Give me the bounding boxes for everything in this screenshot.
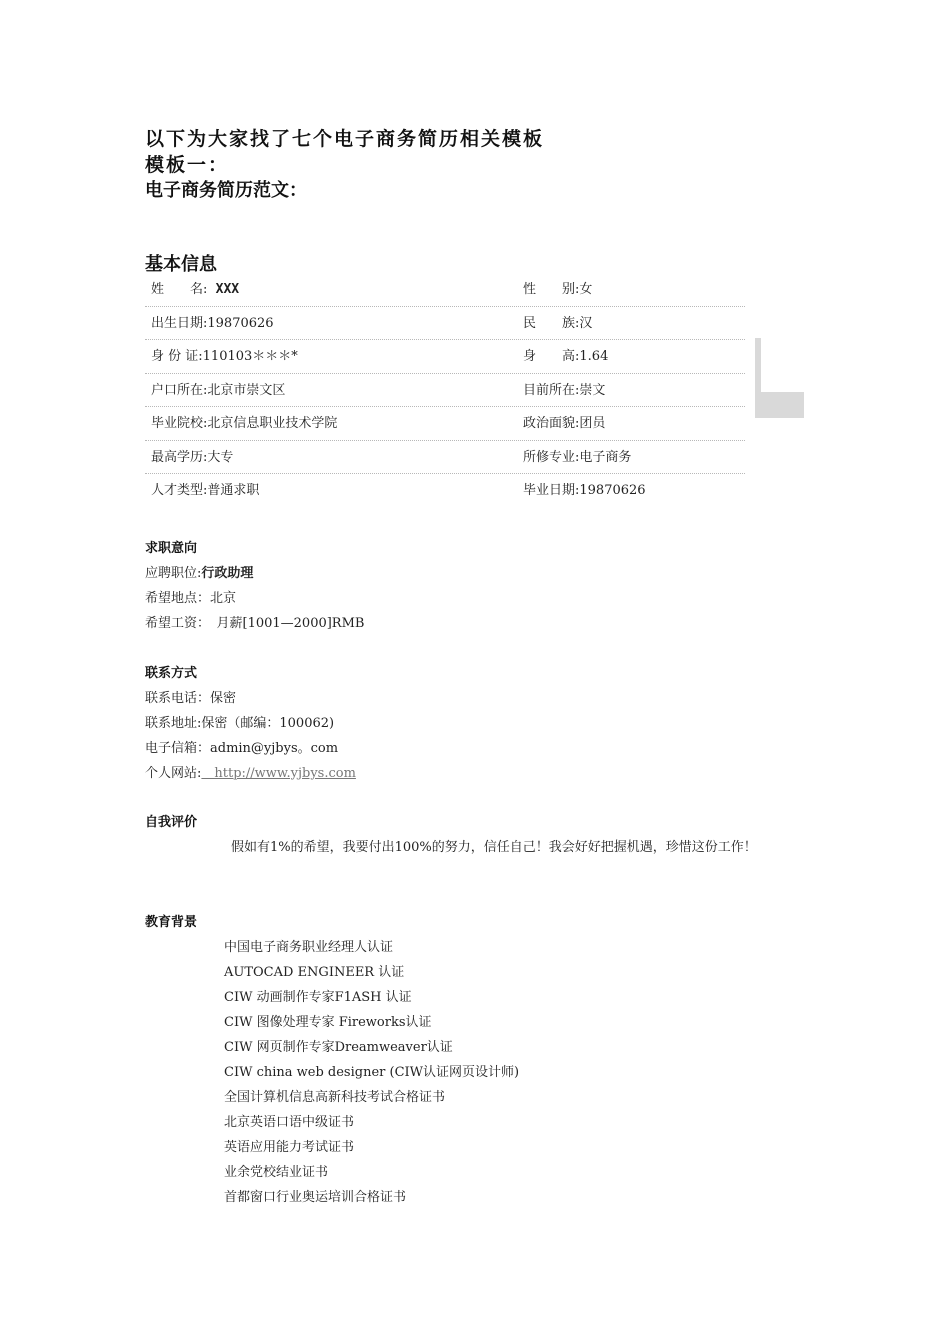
graduation-date-label: 毕业日期:	[523, 483, 580, 498]
sample-heading: 电子商务简历范文：	[145, 180, 307, 201]
current-location-label: 目前所在:	[523, 382, 580, 398]
website-link[interactable]: http://www.yjbys.com	[201, 766, 356, 781]
education-item: CIW 网页制作专家Dreamweaver认证	[224, 1040, 453, 1055]
info-row	[145, 441, 745, 475]
name-value: XXX	[215, 282, 240, 297]
info-cell-degree	[151, 441, 233, 474]
job-position-value: 行政助理	[201, 566, 254, 581]
info-cell-name	[151, 273, 239, 306]
political-value: 团员	[579, 416, 606, 431]
photo-frame-inner	[761, 338, 804, 392]
gender-value: 女	[579, 282, 593, 297]
height-label: 身 高:	[523, 349, 580, 364]
job-location: 希望地点：北京	[145, 591, 237, 606]
ethnicity-value: 汉	[579, 315, 593, 331]
template-label: 模板一：	[145, 154, 230, 176]
info-row	[145, 307, 745, 341]
talent-type-value: 普通求职	[207, 483, 260, 498]
info-row	[145, 340, 745, 374]
school-label: 毕业院校:	[151, 416, 208, 431]
contact-address: 联系地址:保密（邮编：100062)	[145, 716, 335, 731]
document-title: 以下为大家找了七个电子商务简历相关模板	[145, 128, 545, 150]
hukou-label: 户口所在:	[151, 382, 208, 398]
self-eval-heading: 自我评价	[145, 815, 198, 830]
info-cell-current-location	[523, 374, 605, 407]
political-label: 政治面貌:	[523, 416, 580, 431]
degree-value: 大专	[207, 449, 234, 465]
job-position-label: 应聘职位:	[145, 566, 202, 581]
info-cell-height	[523, 340, 608, 373]
education-item: AUTOCAD ENGINEER 认证	[224, 965, 405, 980]
info-row	[145, 273, 745, 307]
job-salary: 希望工资： 月薪[1001—2000]RMB	[145, 616, 365, 631]
birthdate-label: 出生日期:	[151, 315, 208, 331]
name-label: 姓 名:	[151, 282, 208, 297]
education-item: 首都窗口行业奥运培训合格证书	[224, 1190, 407, 1205]
info-cell-major	[523, 441, 631, 474]
info-cell-graduation-date	[523, 474, 646, 507]
education-item: CIW china web designer (CIW认证网页设计师)	[224, 1065, 520, 1080]
education-item: 英语应用能力考试证书	[224, 1140, 355, 1155]
contact-email: 电子信箱：admin@yjbys。com	[145, 741, 339, 756]
education-item: CIW 图像处理专家 Fireworks认证	[224, 1015, 432, 1030]
info-cell-gender	[523, 273, 592, 306]
degree-label: 最高学历:	[151, 449, 208, 465]
major-label: 所修专业:	[523, 449, 580, 465]
info-cell-political	[523, 407, 605, 440]
info-cell-ethnicity	[523, 307, 592, 340]
job-position-line	[145, 562, 253, 581]
info-cell-hukou	[151, 374, 285, 407]
basic-info-table	[145, 273, 745, 508]
talent-type-label: 人才类型:	[151, 483, 208, 498]
education-item: 业余党校结业证书	[224, 1165, 329, 1180]
hukou-value: 北京市崇文区	[207, 382, 286, 398]
website-label: 个人网站:	[145, 766, 202, 781]
info-row	[145, 407, 745, 441]
education-item: 中国电子商务职业经理人认证	[224, 940, 394, 955]
info-row	[145, 374, 745, 408]
job-intent-heading: 求职意向	[145, 541, 198, 556]
education-item: CIW 动画制作专家F1ASH 认证	[224, 990, 412, 1005]
info-cell-school	[151, 407, 337, 440]
contact-website-line	[145, 762, 356, 781]
id-label: 身 份 证:	[151, 349, 203, 364]
info-cell-id	[151, 340, 298, 373]
photo-frame-decoration	[755, 338, 804, 418]
current-location-value: 崇文	[579, 382, 606, 398]
info-row	[145, 474, 745, 508]
education-item: 全国计算机信息高新科技考试合格证书	[224, 1090, 446, 1105]
contact-heading: 联系方式	[145, 666, 198, 681]
birthdate-value: 19870626	[207, 315, 274, 331]
gender-label: 性 别:	[523, 282, 580, 297]
school-value: 北京信息职业技术学院	[207, 416, 338, 431]
major-value: 电子商务	[579, 449, 632, 465]
education-item: 北京英语口语中级证书	[224, 1115, 355, 1130]
ethnicity-label: 民 族:	[523, 315, 580, 331]
self-eval-text: 假如有1%的希望，我要付出100%的努力，信任自己！我会好好把握机遇，珍惜这份工作！	[231, 840, 757, 855]
info-cell-talent-type	[151, 474, 259, 507]
basic-info-heading: 基本信息	[145, 254, 217, 275]
graduation-date-value: 19870626	[579, 483, 646, 498]
id-value: 110103＊＊＊*	[202, 349, 298, 364]
height-value: 1.64	[579, 349, 609, 364]
contact-phone: 联系电话：保密	[145, 691, 237, 706]
info-cell-birthdate	[151, 307, 274, 340]
education-heading: 教育背景	[145, 915, 198, 930]
